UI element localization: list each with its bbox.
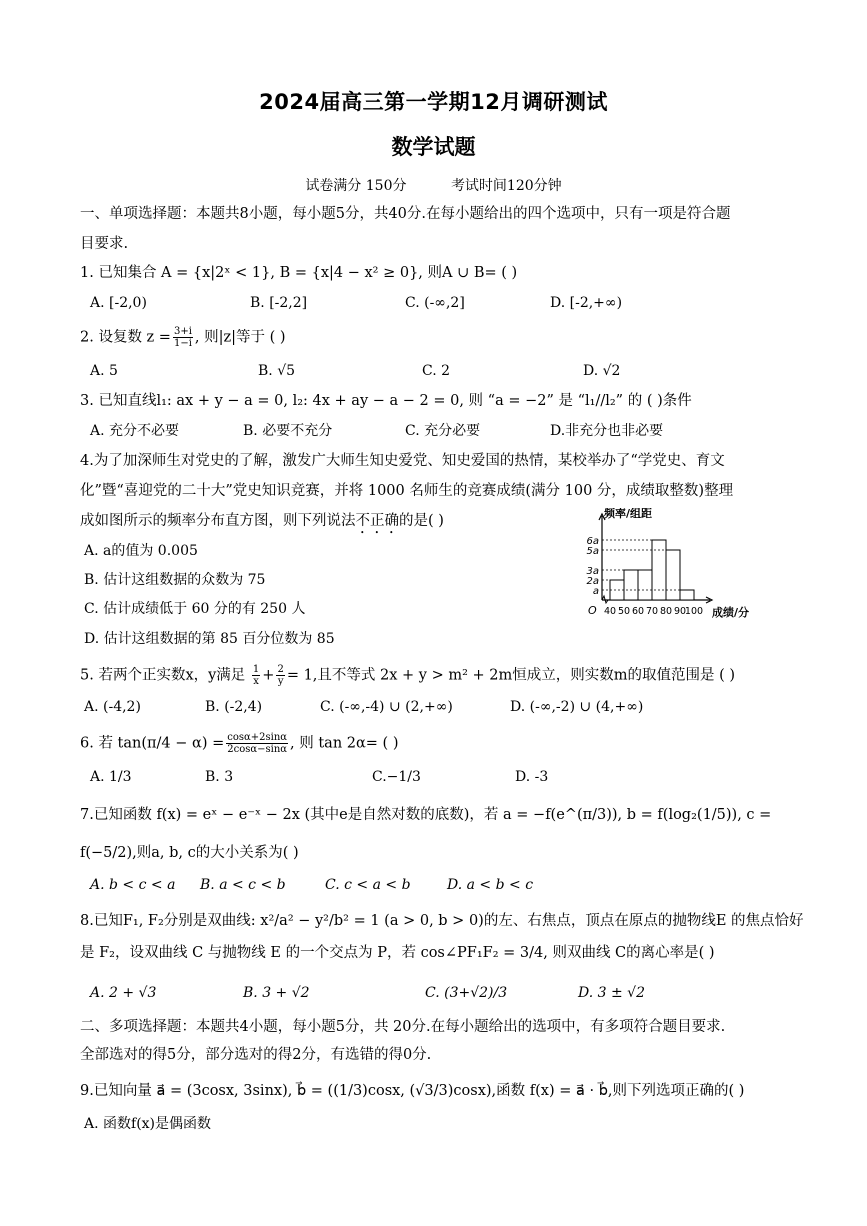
q2-denominator: 1−i xyxy=(173,338,192,349)
y-tick-label: 6a xyxy=(586,536,599,547)
q3-option-b: B. 必要不充分 xyxy=(243,423,333,439)
q1-stem: 1. 已知集合 A = {x|2ˣ < 1}, B = {x|4 − x² ≥ 0}, 则A ∪ B= ( ) xyxy=(80,265,518,281)
frequency-histogram xyxy=(560,508,760,626)
q5-stem: 5. 若两个正实数x，y满足 $\frac{1}{x}$ + $\frac{2}{y}$ = 1,且不等式 2x + y > m² + 2m恒成立，则实数m的取值范围是 ( ) xyxy=(80,664,736,687)
q6-stem-post: , 则 tan 2α= ( ) xyxy=(290,735,399,752)
x-tick-label: 90 xyxy=(673,606,687,617)
q5-frac1: $\frac{1}{x}$ xyxy=(252,664,260,687)
q7-option-d: D. a < b < c xyxy=(447,877,534,893)
q3-option-c: C. 充分必要 xyxy=(405,423,481,439)
q8-stem-line1: 8.已知F₁, F₂分别是双曲线: x²/a² − y²/b² = 1 (a > 0, b > 0)的左、右焦点，顶点在原点的抛物线E 的焦点恰好 xyxy=(80,913,804,929)
q1-option-a: A. [-2,0) xyxy=(90,295,147,311)
section2-heading-cont: 全部选对的得5分，部分选对的得2分，有选错的得0分. xyxy=(80,1047,432,1063)
x-tick-label: 100 xyxy=(684,606,704,617)
q2-stem-pre: 2. 设复数 z = xyxy=(80,329,171,346)
q5-option-c: C. (-∞,-4) ∪ (2,+∞) xyxy=(320,699,453,715)
q8-option-c: C. (3+√2)/3 xyxy=(425,985,508,1001)
q4-option-b: B. 估计这组数据的众数为 75 xyxy=(84,572,266,588)
q4-line3-post: 的是( ) xyxy=(399,513,444,529)
q6-fraction xyxy=(226,732,288,755)
x-tick-label: 50 xyxy=(617,606,631,617)
histogram-bar xyxy=(638,570,652,600)
q6-stem xyxy=(80,732,398,755)
q8-option-b: B. 3 + √2 xyxy=(243,985,310,1001)
exam-title: 2024届高三第一学期12月调研测试 xyxy=(259,90,608,114)
y-tick-label: 3a xyxy=(586,566,599,577)
origin-label: O xyxy=(588,604,597,617)
q6-option-c: C.−1/3 xyxy=(372,769,421,785)
q5-option-b: B. (-2,4) xyxy=(205,699,263,715)
q6-option-d: D. -3 xyxy=(515,769,549,785)
histogram-bar xyxy=(666,550,680,600)
exam-meta xyxy=(0,175,867,195)
q1-option-c: C. (-∞,2] xyxy=(405,295,465,311)
q8-option-d: D. 3 ± √2 xyxy=(578,985,645,1001)
q2-numerator: 3+i xyxy=(173,326,192,337)
q4-option-d: D. 估计这组数据的第 85 百分位数为 85 xyxy=(84,631,335,647)
q8-option-a: A. 2 + √3 xyxy=(90,985,157,1001)
histogram-bar xyxy=(610,580,624,600)
q4-emphasis: 不正确 xyxy=(355,513,399,529)
q2-stem-post: , 则|z|等于 ( ) xyxy=(194,329,286,346)
y-tick-label: 2a xyxy=(586,576,599,587)
y-tick-label: a xyxy=(592,586,599,597)
q5-option-d: D. (-∞,-2) ∪ (4,+∞) xyxy=(510,699,644,715)
q4-stem-line3 xyxy=(80,512,444,537)
q6-stem-pre: 6. 若 tan(π/4 − α) = xyxy=(80,735,225,752)
q6-numerator: cosα+2sinα xyxy=(227,732,288,743)
q3-option-d: D.非充分也非必要 xyxy=(550,423,664,439)
y-axis-title: 频率/组距 xyxy=(604,508,653,520)
q9-option-a: A. 函数f(x)是偶函数 xyxy=(84,1116,212,1132)
full-score: 试卷满分 150分 xyxy=(305,178,407,194)
exam-subtitle: 数学试题 xyxy=(391,135,476,159)
exam-time: 考试时间120分钟 xyxy=(450,178,562,194)
q6-denominator: 2cosα−sinα xyxy=(227,744,288,755)
q7-option-b: B. a < c < b xyxy=(200,877,286,893)
x-tick-label: 70 xyxy=(645,606,659,617)
q4-line3-pre: 成如图所示的频率分布直方图，则下列说法 xyxy=(80,513,356,529)
x-tick-label: 40 xyxy=(603,606,617,617)
q5-stem-post: = 1,且不等式 2x + y > m² + 2m恒成立，则实数m的取值范围是 ( ) xyxy=(286,667,736,684)
q5-option-a: A. (-4,2) xyxy=(84,699,141,715)
q5-frac2: $\frac{2}{y}$ xyxy=(277,664,284,687)
q1-option-d: D. [-2,+∞) xyxy=(550,295,623,311)
q2-fraction xyxy=(173,326,193,349)
q4-stem-line1: 4.为了加深师生对党史的了解，激发广大师生知史爱党、知史爱国的热情，某校举办了“学党史、育文 xyxy=(80,453,725,469)
q7-option-a: A. b < c < a xyxy=(90,877,176,893)
y-tick-label: 5a xyxy=(586,546,599,557)
q6-option-b: B. 3 xyxy=(205,769,234,785)
q5-stem-pre: 5. 若两个正实数x，y满足 xyxy=(80,667,246,684)
histogram-bar xyxy=(680,590,694,600)
x-axis-title: 成绩/分 xyxy=(712,606,750,619)
q2-option-b: B. √5 xyxy=(258,363,296,379)
q4-stem-line2: 化”暨“喜迎党的二十大”党史知识竞赛，并将 1000 名师生的竞赛成绩(满分 100 分，成绩取整数)整理 xyxy=(80,483,734,499)
q3-option-a: A. 充分不必要 xyxy=(90,423,180,439)
x-tick-label: 60 xyxy=(631,606,645,617)
q4-option-c: C. 估计成绩低于 60 分的有 250 人 xyxy=(84,601,306,617)
x-tick-label: 80 xyxy=(659,606,673,617)
q2-option-c: C. 2 xyxy=(422,363,451,379)
q7-stem-line2: f(−5/2),则a, b, c的大小关系为( ) xyxy=(80,845,299,861)
q4-option-a: A. a的值为 0.005 xyxy=(84,543,198,559)
histogram-bar xyxy=(652,540,666,600)
histogram-bar xyxy=(624,570,638,600)
q2-option-d: D. √2 xyxy=(583,363,621,379)
q2-stem xyxy=(80,326,286,349)
q3-stem: 3. 已知直线l₁: ax + y − a = 0, l₂: 4x + ay − a − 2 = 0, 则 “a = −2” 是 “l₁//l₂” 的 ( )条件 xyxy=(80,393,692,409)
q8-stem-line2: 是 F₂，设双曲线 C 与抛物线 E 的一个交点为 P，若 cos∠PF₁F₂ = 3/4, 则双曲线 C的离心率是( ) xyxy=(80,945,715,961)
q7-stem-line1: 7.已知函数 f(x) = eˣ − e⁻ˣ − 2x (其中e是自然对数的底数)，若 a = −f(e^(π/3)), b = f(log₂(1/5)), c = xyxy=(80,807,772,823)
section2-heading: 二、多项选择题：本题共4小题，每小题5分，共 20分.在每小题给出的选项中，有多项符合题目要求. xyxy=(80,1019,726,1035)
section1-heading-cont: 目要求. xyxy=(80,236,129,252)
q6-option-a: A. 1/3 xyxy=(90,769,132,785)
q7-option-c: C. c < a < b xyxy=(325,877,411,893)
q1-option-b: B. [-2,2] xyxy=(250,295,308,311)
q9-stem: 9.已知向量 a⃗ = (3cosx, 3sinx), b⃗ = ((1/3)cosx, (√3/3)cosx),函数 f(x) = a⃗ · b⃗,则下列选项正确的( ) xyxy=(80,1083,745,1099)
q2-option-a: A. 5 xyxy=(90,363,118,379)
section1-heading: 一、单项选择题：本题共8小题，每小题5分，共40分.在每小题给出的四个选项中，只有一项是符合题 xyxy=(80,206,731,222)
